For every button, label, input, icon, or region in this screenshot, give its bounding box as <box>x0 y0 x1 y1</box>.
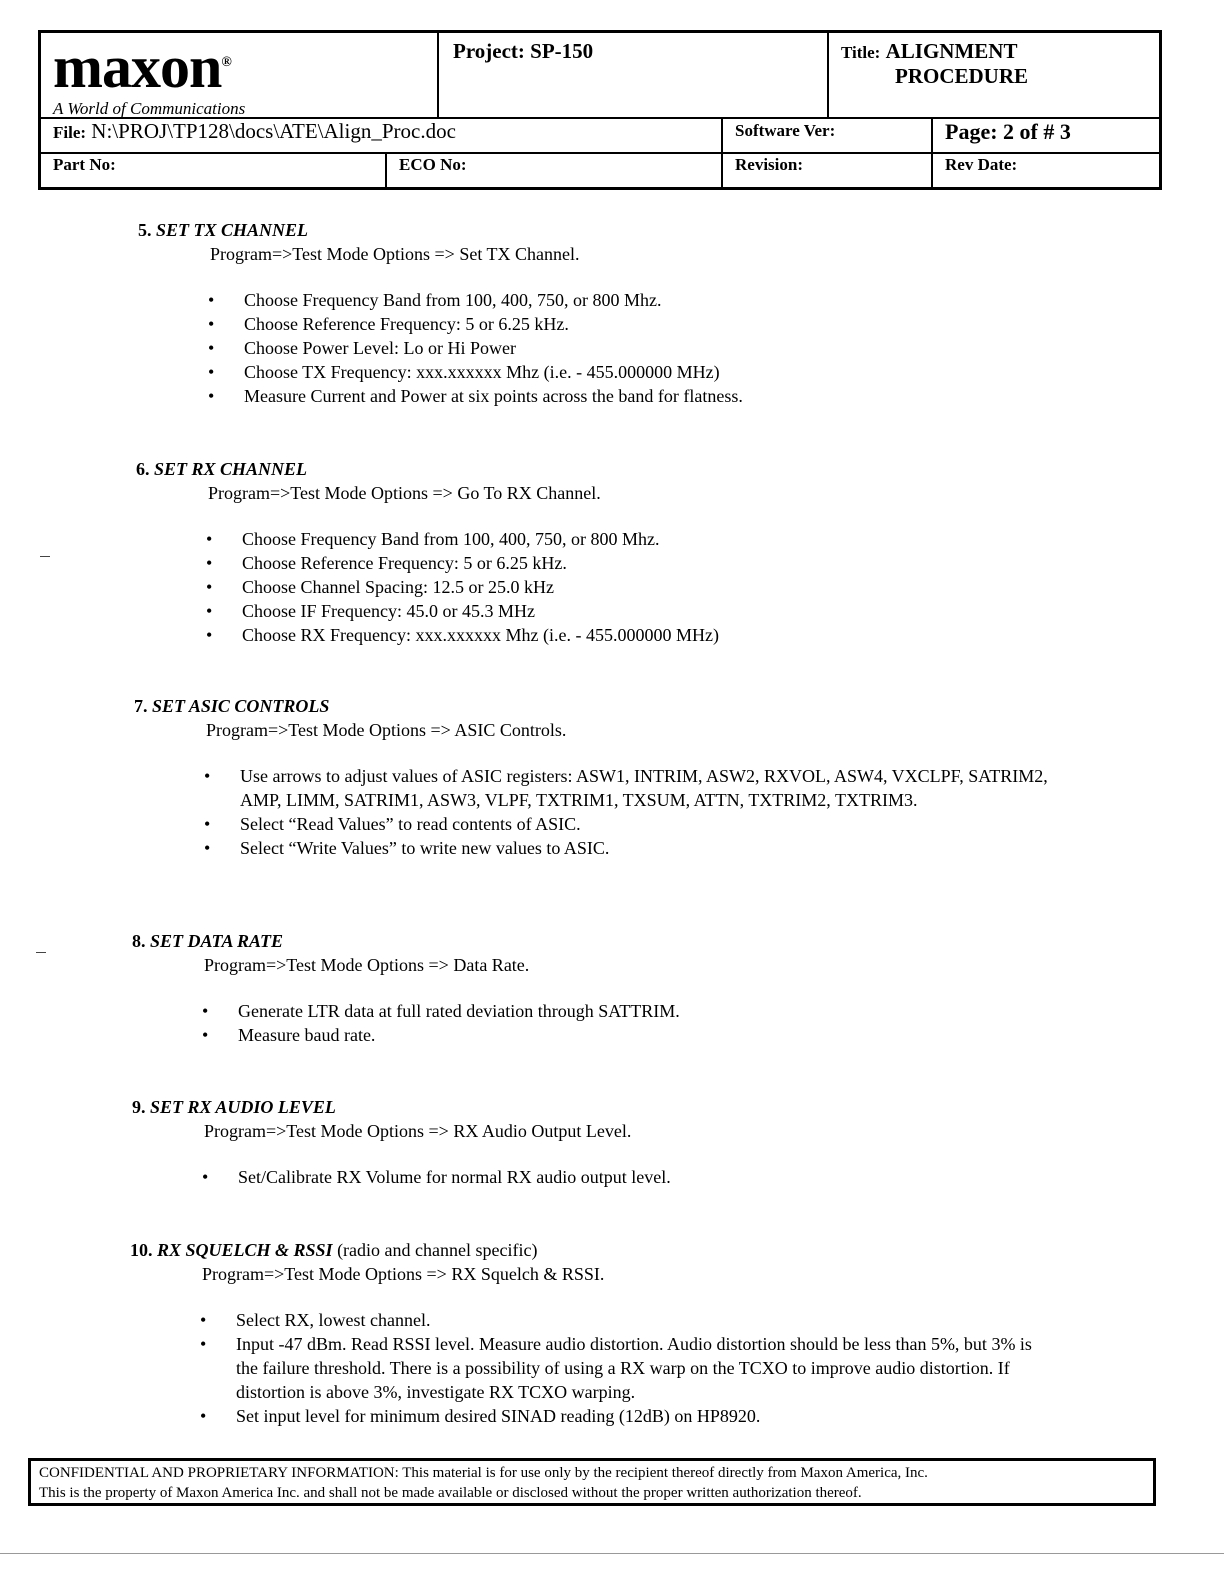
menu-path: Program=>Test Mode Options => Set TX Channel. <box>210 244 580 264</box>
section-10 <box>130 1238 1060 1428</box>
margin-mark <box>36 952 46 953</box>
notice-line-2: This is the property of Maxon America Inc. and shall not be made available or disclosed without the proper written authorization thereof. <box>39 1485 862 1501</box>
list-item: • Input -47 dBm. Read RSSI level. Measure audio distortion. Audio distortion should be less than 5%, but 3% is the failure threshold. There is a possibility of using a RX warp on the TCXO to improve audio distortion. If distortion is above 3%, investigate RX TCXO warping. <box>130 1332 1060 1404</box>
notice-line-1: CONFIDENTIAL AND PROPRIETARY INFORMATION: This material is for use only by the recipient thereof directly from Maxon America, Inc. <box>39 1465 928 1481</box>
list-item: • Measure Current and Power at six points across the band for flatness. <box>138 384 1038 408</box>
margin-mark <box>40 556 50 557</box>
software-version-field: Software Ver: <box>735 121 836 140</box>
file-field: File: N:\PROJ\TP128\docs\ATE\Align_Proc.doc <box>53 119 456 143</box>
list-item: • Choose Frequency Band from 100, 400, 750, or 800 Mhz. <box>136 527 1036 551</box>
rev-date-field: Rev Date: <box>945 155 1018 174</box>
section-9 <box>132 1095 1032 1189</box>
section-heading: 7. SET ASIC CONTROLS <box>134 696 330 716</box>
list-item: • Set/Calibrate RX Volume for normal RX audio output level. <box>132 1165 1032 1189</box>
list-item: • Choose IF Frequency: 45.0 or 45.3 MHz <box>136 599 1036 623</box>
list-item: • Set input level for minimum desired SINAD reading (12dB) on HP8920. <box>130 1404 1060 1428</box>
list-item: • Choose Frequency Band from 100, 400, 750, or 800 Mhz. <box>138 288 1038 312</box>
menu-path: Program=>Test Mode Options => Go To RX Channel. <box>208 483 601 503</box>
section-7 <box>134 694 1094 860</box>
project-field: Project: SP-150 <box>453 39 594 63</box>
list-item: • Use arrows to adjust values of ASIC registers: ASW1, INTRIM, ASW2, RXVOL, ASW4, VXCLPF, SATRIM2, AMP, LIMM, SATRIM1, ASW3, VLPF, TXTRIM1, TXSUM, ATTN, TXTRIM2, TXTRIM3. <box>134 764 1094 812</box>
maxon-logo: maxon® A World of Communications <box>53 37 433 117</box>
revision-field: Revision: <box>735 155 803 174</box>
section-heading: 10. RX SQUELCH & RSSI (radio and channel specific) <box>130 1240 538 1260</box>
list-item: • Choose Reference Frequency: 5 or 6.25 kHz. <box>138 312 1038 336</box>
eco-no-field: ECO No: <box>399 155 467 174</box>
menu-path: Program=>Test Mode Options => ASIC Controls. <box>206 720 567 740</box>
confidentiality-notice <box>28 1458 1156 1506</box>
page-number: Page: 2 of # 3 <box>945 119 1071 144</box>
section-5 <box>138 218 1038 408</box>
section-heading: 9. SET RX AUDIO LEVEL <box>132 1097 336 1117</box>
title-field: Title: ALIGNMENT PROCEDURE <box>841 39 1029 88</box>
list-item: • Select “Read Values” to read contents of ASIC. <box>134 812 1094 836</box>
list-item: • Measure baud rate. <box>132 1023 1032 1047</box>
section-6 <box>136 457 1036 647</box>
menu-path: Program=>Test Mode Options => Data Rate. <box>204 955 530 975</box>
list-item: • Choose RX Frequency: xxx.xxxxxx Mhz (i.e. - 455.000000 MHz) <box>136 623 1036 647</box>
list-item: • Choose Reference Frequency: 5 or 6.25 kHz. <box>136 551 1036 575</box>
part-no-field: Part No: <box>53 155 116 174</box>
section-heading: 8. SET DATA RATE <box>132 931 284 951</box>
list-item: • Choose Channel Spacing: 12.5 or 25.0 kHz <box>136 575 1036 599</box>
bottom-rule <box>0 1553 1224 1554</box>
menu-path: Program=>Test Mode Options => RX Audio Output Level. <box>204 1121 632 1141</box>
menu-path: Program=>Test Mode Options => RX Squelch & RSSI. <box>202 1264 605 1284</box>
list-item: • Choose Power Level: Lo or Hi Power <box>138 336 1038 360</box>
section-heading: 5. SET TX CHANNEL <box>138 220 309 240</box>
list-item: • Select “Write Values” to write new values to ASIC. <box>134 836 1094 860</box>
list-item: • Generate LTR data at full rated deviation through SATTRIM. <box>132 999 1032 1023</box>
document-header <box>38 30 1162 190</box>
list-item: • Select RX, lowest channel. <box>130 1308 1060 1332</box>
section-heading: 6. SET RX CHANNEL <box>136 459 308 479</box>
section-8 <box>132 929 1032 1047</box>
logo-tagline: A World of Communications <box>53 99 246 118</box>
list-item: • Choose TX Frequency: xxx.xxxxxx Mhz (i.e. - 455.000000 MHz) <box>138 360 1038 384</box>
